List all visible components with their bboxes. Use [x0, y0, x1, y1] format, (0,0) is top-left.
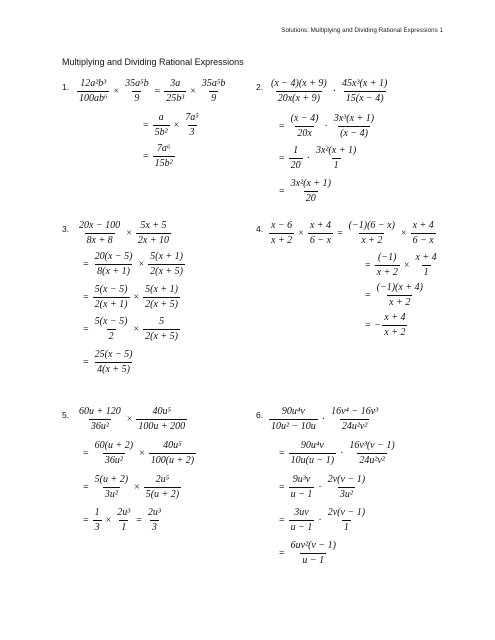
denominator: x + 2 [271, 235, 293, 246]
numerator: 3a [170, 78, 181, 89]
denominator: u − 1 [302, 555, 325, 566]
denominator: u − 1 [290, 522, 313, 533]
numerator: 60u + 120 [79, 406, 121, 417]
fraction [143, 316, 180, 343]
denominator: 100(u + 2) [150, 455, 195, 466]
problem-2-number: 2. [256, 82, 264, 92]
fraction [289, 540, 338, 567]
numerator: 90u⁴v [281, 406, 305, 417]
problem-2-line-3 [276, 145, 359, 172]
times-sign: × [400, 228, 407, 239]
times-sign: × [138, 259, 145, 270]
problem-3-line-2 [80, 251, 186, 278]
denominator: 3 [189, 127, 195, 138]
denominator: 3 [94, 522, 100, 533]
numerator: 5(x + 1) [150, 251, 183, 262]
numerator: 5(x − 5) [94, 316, 128, 327]
denominator: 20x(x + 9) [277, 93, 320, 104]
equals-sign: = [154, 86, 161, 97]
numerator: 35a⁵b [201, 78, 226, 89]
numerator: a [158, 112, 164, 123]
problem-3-line-4 [80, 316, 181, 343]
numerator: x + 4 [412, 220, 434, 231]
problem-5-line-3 [80, 474, 182, 501]
problem-6-line-5 [276, 540, 339, 567]
numerator: 12a²b³ [80, 78, 107, 89]
fraction [77, 406, 123, 433]
problem-4-line-3 [362, 282, 426, 309]
equals-sign: = [83, 324, 89, 335]
numerator: 2v(v − 1) [327, 474, 366, 485]
fraction [143, 284, 180, 311]
numerator: 35a⁵b [125, 78, 149, 89]
fraction [269, 406, 318, 433]
denominator: 20 [305, 193, 316, 204]
fraction [269, 220, 294, 247]
fraction [136, 220, 171, 247]
equals-sign: = [136, 515, 142, 526]
denominator: 2(x + 5) [150, 266, 183, 277]
page-title: Multiplying and Dividing Rational Expressions [62, 57, 244, 67]
numerator: 2u³ [147, 507, 161, 518]
fraction [146, 507, 163, 534]
numerator: 1 [94, 507, 100, 518]
dot-sign: · [324, 121, 328, 132]
denominator: 20x [297, 128, 312, 139]
numerator: 90u⁴v [300, 440, 324, 451]
problem-2-line-4 [276, 178, 334, 205]
denominator: 10u(u − 1) [290, 455, 335, 466]
equals-sign: = [143, 120, 149, 131]
fraction [93, 474, 130, 501]
fraction [115, 507, 132, 534]
fraction [93, 440, 135, 467]
problem-4-line-4 [362, 312, 408, 339]
denominator: x + 2 [376, 267, 398, 278]
equals-sign: = [279, 515, 285, 526]
problem-1-line-3 [140, 143, 176, 170]
problem-3-line-1 [76, 220, 172, 247]
denominator: 24u²v² [359, 455, 385, 466]
numerator: 5(u + 2) [94, 474, 129, 485]
times-sign: × [139, 448, 145, 459]
numerator: 3uv [294, 507, 309, 518]
problem-1-number: 1. [62, 82, 70, 92]
equals-sign: = [83, 357, 89, 368]
numerator: 5 [159, 316, 165, 327]
fraction [149, 440, 196, 467]
problem-1-line-2 [140, 112, 202, 139]
numerator: 40u⁵ [152, 406, 171, 417]
equals-sign: = [83, 482, 89, 493]
problem-1-line-1 [76, 78, 228, 105]
fraction [93, 284, 130, 311]
fraction [93, 251, 135, 278]
equals-sign: = [279, 448, 285, 459]
denominator: 10u² − 10u [271, 421, 316, 432]
problem-6-line-2 [276, 440, 398, 467]
times-sign: × [403, 260, 410, 271]
fraction [93, 316, 130, 343]
denominator: 5(u + 2) [145, 489, 180, 500]
problem-4-line-2 [362, 252, 440, 279]
denominator: 100u + 200 [138, 421, 186, 432]
problem-3-line-3 [80, 284, 181, 311]
problem-6-line-1 [268, 406, 381, 433]
fraction [332, 113, 376, 140]
equals-sign: = [83, 515, 89, 526]
fraction [314, 145, 358, 172]
denominator: x + 2 [384, 327, 406, 338]
equals-sign: = [365, 260, 371, 271]
times-sign: × [173, 120, 180, 131]
denominator: 4(x + 5) [97, 364, 130, 375]
numerator: (x − 4) [290, 113, 319, 124]
fraction [375, 282, 425, 309]
numerator: (x − 4)(x + 9) [271, 78, 327, 89]
equals-sign: = [279, 548, 285, 559]
numerator: 45x³(x + 1) [342, 78, 388, 89]
denominator: 2 [108, 331, 114, 342]
fraction [93, 507, 102, 534]
fraction [375, 252, 400, 279]
denominator: 15(x − 4) [345, 93, 384, 104]
equals-sign: = [83, 292, 89, 303]
problem-6-line-3 [276, 474, 368, 501]
minus-sign: − [374, 320, 381, 331]
fraction [153, 112, 170, 139]
equals-sign: = [143, 151, 149, 162]
denominator: 5b² [154, 127, 168, 138]
equals-sign: = [279, 121, 285, 132]
fraction [153, 143, 175, 170]
times-sign: × [298, 228, 304, 239]
dot-sign: · [318, 515, 322, 526]
problem-6-line-4 [276, 507, 368, 534]
dot-sign: · [306, 153, 310, 164]
problem-5-line-4 [80, 507, 164, 534]
denominator: 6 − x [309, 235, 332, 246]
denominator: 1 [121, 522, 127, 533]
problem-3-number: 3. [62, 224, 70, 234]
numerator: 9u³v [292, 474, 311, 485]
denominator: 6 − x [412, 235, 434, 246]
dot-sign: · [318, 482, 322, 493]
numerator: 6uv²(v − 1) [290, 540, 336, 551]
denominator: 9 [211, 93, 217, 104]
denominator: 8(x + 1) [97, 266, 130, 277]
denominator: 36u² [90, 421, 109, 432]
equals-sign: = [365, 290, 371, 301]
equals-sign: = [279, 186, 285, 197]
denominator: 1 [423, 267, 429, 278]
numerator: x + 4 [309, 220, 332, 231]
fraction [413, 252, 438, 279]
numerator: (−1) [378, 252, 397, 263]
fraction [148, 251, 185, 278]
dot-sign: · [332, 86, 337, 97]
equals-sign: = [279, 153, 285, 164]
denominator: x + 2 [389, 297, 411, 308]
numerator: (−1)(x + 4) [376, 282, 423, 293]
fraction [347, 440, 396, 467]
equals-sign: = [83, 259, 89, 270]
denominator: 2(x + 5) [145, 299, 178, 310]
numerator: x + 4 [415, 252, 437, 263]
fraction [289, 440, 336, 467]
numerator: 3x²(x + 1) [290, 178, 331, 189]
numerator: x − 6 [271, 220, 293, 231]
numerator: 5x + 5 [140, 220, 167, 231]
numerator: 3x²(x + 1) [315, 145, 357, 156]
numerator: 40u⁵ [163, 440, 182, 451]
equals-sign: = [279, 482, 285, 493]
numerator: 60(u + 2) [94, 440, 134, 451]
numerator: 20x − 100 [79, 220, 121, 231]
page-header: Solutions: Multiplying and Dividing Rational Expressions 1 [281, 27, 443, 34]
fraction [136, 406, 187, 433]
dot-sign: · [321, 414, 326, 425]
denominator: 100ab⁶ [79, 93, 108, 104]
problem-5-line-1 [76, 406, 188, 433]
fraction [289, 113, 321, 140]
numerator: 2u³ [117, 507, 131, 518]
fraction [77, 78, 109, 105]
times-sign: × [126, 414, 133, 425]
numerator: x + 4 [384, 312, 406, 323]
problem-3-line-5 [80, 349, 136, 376]
equals-sign: = [83, 448, 89, 459]
denominator: x + 2 [361, 235, 383, 246]
fraction [289, 145, 303, 172]
numerator: 16v³(v − 1) [349, 440, 395, 451]
denominator: 25b³ [166, 93, 185, 104]
fraction [382, 312, 407, 339]
fraction [77, 220, 122, 247]
denominator: 9 [134, 93, 140, 104]
fraction [200, 78, 227, 105]
times-sign: × [105, 515, 112, 526]
denominator: 2(x + 1) [94, 299, 128, 310]
times-sign: × [190, 86, 196, 97]
times-sign: × [133, 292, 140, 303]
denominator: 3 [151, 522, 157, 533]
numerator: 20(x − 5) [94, 251, 133, 262]
numerator: (−1)(6 − x) [348, 220, 395, 231]
numerator: 7a⁵ [185, 112, 199, 123]
numerator: 2u⁵ [155, 474, 170, 485]
denominator: u − 1 [290, 489, 313, 500]
denominator: 8x + 8 [86, 235, 113, 246]
numerator: 16v⁴ − 16v³ [331, 406, 379, 417]
dot-sign: · [340, 448, 344, 459]
numerator: 25(x − 5) [94, 349, 133, 360]
fraction [289, 178, 333, 205]
numerator: 5(x + 1) [145, 284, 178, 295]
fraction [326, 474, 367, 501]
denominator: 1 [333, 160, 339, 171]
times-sign: × [126, 228, 132, 239]
problem-5-number: 5. [62, 410, 70, 420]
fraction [269, 78, 329, 105]
times-sign: × [134, 482, 140, 493]
fraction [308, 220, 333, 247]
problem-5-line-2 [80, 440, 197, 467]
fraction [340, 78, 389, 105]
numerator: 1 [293, 145, 299, 156]
fraction [123, 78, 150, 105]
denominator: 3u² [339, 489, 353, 500]
fraction [411, 220, 436, 247]
numerator: 3x³(x + 1) [333, 113, 375, 124]
fraction [289, 507, 315, 534]
fraction [164, 78, 186, 105]
fraction [93, 349, 135, 376]
fraction [329, 406, 380, 433]
denominator: 2x + 10 [137, 235, 170, 246]
denominator: 24u²v² [341, 421, 368, 432]
numerator: 2v(v − 1) [327, 507, 366, 518]
numerator: 5(x − 5) [94, 284, 128, 295]
problem-4-line-1 [268, 220, 437, 247]
denominator: 15b² [154, 158, 173, 169]
denominator: 1 [343, 522, 349, 533]
fraction [183, 112, 200, 139]
times-sign: × [133, 324, 140, 335]
equals-sign: = [337, 228, 343, 239]
denominator: 2(x + 5) [145, 331, 178, 342]
denominator: 20 [290, 160, 301, 171]
problem-2-line-1 [268, 78, 390, 105]
equals-sign: = [365, 320, 371, 331]
fraction [144, 474, 181, 501]
fraction [347, 220, 397, 247]
problem-6-number: 6. [256, 410, 264, 420]
numerator: 7a⁶ [156, 143, 171, 154]
fraction [326, 507, 367, 534]
denominator: 36u² [104, 455, 123, 466]
denominator: (x − 4) [340, 128, 368, 139]
problem-2-line-2 [276, 113, 377, 140]
times-sign: × [113, 86, 120, 97]
denominator: 3u² [104, 489, 118, 500]
fraction [289, 474, 315, 501]
problem-4-number: 4. [256, 224, 264, 234]
